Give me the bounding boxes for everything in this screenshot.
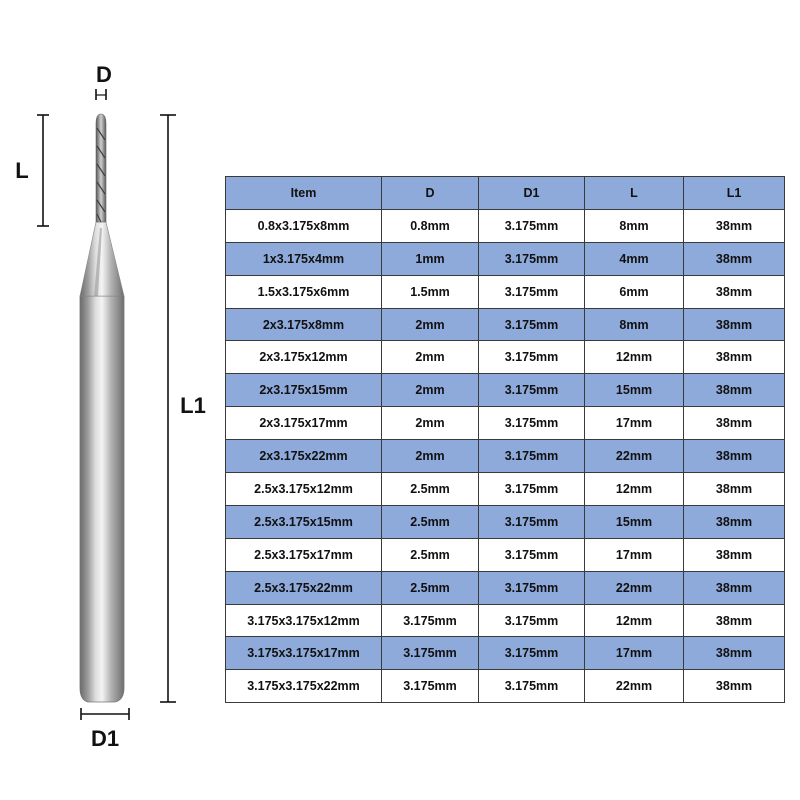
cell-d: 2mm	[382, 407, 479, 440]
table-row	[226, 473, 785, 506]
cell-d1: 3.175mm	[479, 538, 585, 571]
cell-l: 17mm	[585, 538, 684, 571]
cell-l1: 38mm	[684, 637, 785, 670]
table-row	[226, 308, 785, 341]
table-row	[226, 209, 785, 242]
table-row	[226, 407, 785, 440]
cell-d1: 3.175mm	[479, 637, 585, 670]
cell-d1: 3.175mm	[479, 604, 585, 637]
cell-item: 2.5x3.175x22mm	[226, 571, 382, 604]
overall-length-label: L1	[180, 393, 206, 418]
cell-l1: 38mm	[684, 308, 785, 341]
cell-item: 1.5x3.175x6mm	[226, 275, 382, 308]
cell-l: 15mm	[585, 374, 684, 407]
cell-item: 1x3.175x4mm	[226, 242, 382, 275]
cell-d1: 3.175mm	[479, 407, 585, 440]
header-l: L	[585, 177, 684, 210]
cell-l1: 38mm	[684, 407, 785, 440]
cell-l: 22mm	[585, 670, 684, 703]
cell-d: 3.175mm	[382, 637, 479, 670]
end-mill-tool	[80, 114, 124, 702]
table-row	[226, 637, 785, 670]
cell-l: 17mm	[585, 407, 684, 440]
cell-d1: 3.175mm	[479, 341, 585, 374]
cell-d1: 3.175mm	[479, 473, 585, 506]
cell-d: 2mm	[382, 308, 479, 341]
cell-l1: 38mm	[684, 571, 785, 604]
tip-diameter-dimension	[96, 62, 112, 100]
cell-d1: 3.175mm	[479, 505, 585, 538]
cell-item: 2x3.175x17mm	[226, 407, 382, 440]
table-header-row	[226, 177, 785, 210]
cell-d: 1.5mm	[382, 275, 479, 308]
cell-l1: 38mm	[684, 505, 785, 538]
header-l1: L1	[684, 177, 785, 210]
header-item: Item	[226, 177, 382, 210]
cell-d1: 3.175mm	[479, 440, 585, 473]
overall-length-dimension	[160, 115, 206, 702]
cell-l: 8mm	[585, 308, 684, 341]
cell-d1: 3.175mm	[479, 209, 585, 242]
cell-l: 22mm	[585, 440, 684, 473]
flute-length-label: L	[15, 158, 29, 183]
cell-l1: 38mm	[684, 670, 785, 703]
cell-d: 2.5mm	[382, 473, 479, 506]
tool-shank	[80, 296, 124, 702]
cell-d1: 3.175mm	[479, 308, 585, 341]
end-mill-diagram	[0, 0, 220, 800]
table-row	[226, 341, 785, 374]
cell-l: 17mm	[585, 637, 684, 670]
cell-item: 2.5x3.175x17mm	[226, 538, 382, 571]
spec-table	[225, 176, 785, 703]
cell-l1: 38mm	[684, 275, 785, 308]
table-row	[226, 505, 785, 538]
table-row	[226, 670, 785, 703]
cell-d: 3.175mm	[382, 670, 479, 703]
cell-d: 2.5mm	[382, 505, 479, 538]
cell-item: 3.175x3.175x12mm	[226, 604, 382, 637]
table-row	[226, 440, 785, 473]
cell-d1: 3.175mm	[479, 670, 585, 703]
cell-d: 1mm	[382, 242, 479, 275]
cell-l: 6mm	[585, 275, 684, 308]
cell-item: 2x3.175x22mm	[226, 440, 382, 473]
cell-item: 3.175x3.175x17mm	[226, 637, 382, 670]
cell-l1: 38mm	[684, 341, 785, 374]
cell-item: 2.5x3.175x12mm	[226, 473, 382, 506]
cell-d: 2mm	[382, 341, 479, 374]
cell-d: 2.5mm	[382, 538, 479, 571]
table-row	[226, 374, 785, 407]
shank-diameter-label: D1	[90, 726, 120, 751]
cell-d1: 3.175mm	[479, 571, 585, 604]
cell-d: 3.175mm	[382, 604, 479, 637]
cell-d1: 3.175mm	[479, 242, 585, 275]
cell-d1: 3.175mm	[479, 275, 585, 308]
cell-item: 2.5x3.175x15mm	[226, 505, 382, 538]
cell-l1: 38mm	[684, 374, 785, 407]
cell-l1: 38mm	[684, 538, 785, 571]
cell-l: 12mm	[585, 341, 684, 374]
table-row	[226, 604, 785, 637]
cell-l: 12mm	[585, 473, 684, 506]
cell-item: 2x3.175x12mm	[226, 341, 382, 374]
flute-length-dimension	[15, 115, 49, 226]
tip-diameter-label: D	[96, 62, 112, 87]
tool-taper	[80, 222, 124, 296]
cell-l: 4mm	[585, 242, 684, 275]
header-d1: D1	[479, 177, 585, 210]
cell-l: 8mm	[585, 209, 684, 242]
cell-item: 2x3.175x8mm	[226, 308, 382, 341]
cell-l1: 38mm	[684, 242, 785, 275]
cell-l: 12mm	[585, 604, 684, 637]
cell-item: 3.175x3.175x22mm	[226, 670, 382, 703]
cell-d: 0.8mm	[382, 209, 479, 242]
cell-l1: 38mm	[684, 473, 785, 506]
cell-l1: 38mm	[684, 604, 785, 637]
table-row	[226, 538, 785, 571]
cell-l1: 38mm	[684, 209, 785, 242]
header-d: D	[382, 177, 479, 210]
cell-l1: 38mm	[684, 440, 785, 473]
table-row	[226, 275, 785, 308]
cell-l: 22mm	[585, 571, 684, 604]
cell-d: 2mm	[382, 440, 479, 473]
table-row	[226, 571, 785, 604]
cell-d: 2.5mm	[382, 571, 479, 604]
cell-item: 2x3.175x15mm	[226, 374, 382, 407]
cell-d1: 3.175mm	[479, 374, 585, 407]
shank-diameter-dimension	[81, 708, 129, 751]
table-row	[226, 242, 785, 275]
cell-d: 2mm	[382, 374, 479, 407]
cell-item: 0.8x3.175x8mm	[226, 209, 382, 242]
cell-l: 15mm	[585, 505, 684, 538]
